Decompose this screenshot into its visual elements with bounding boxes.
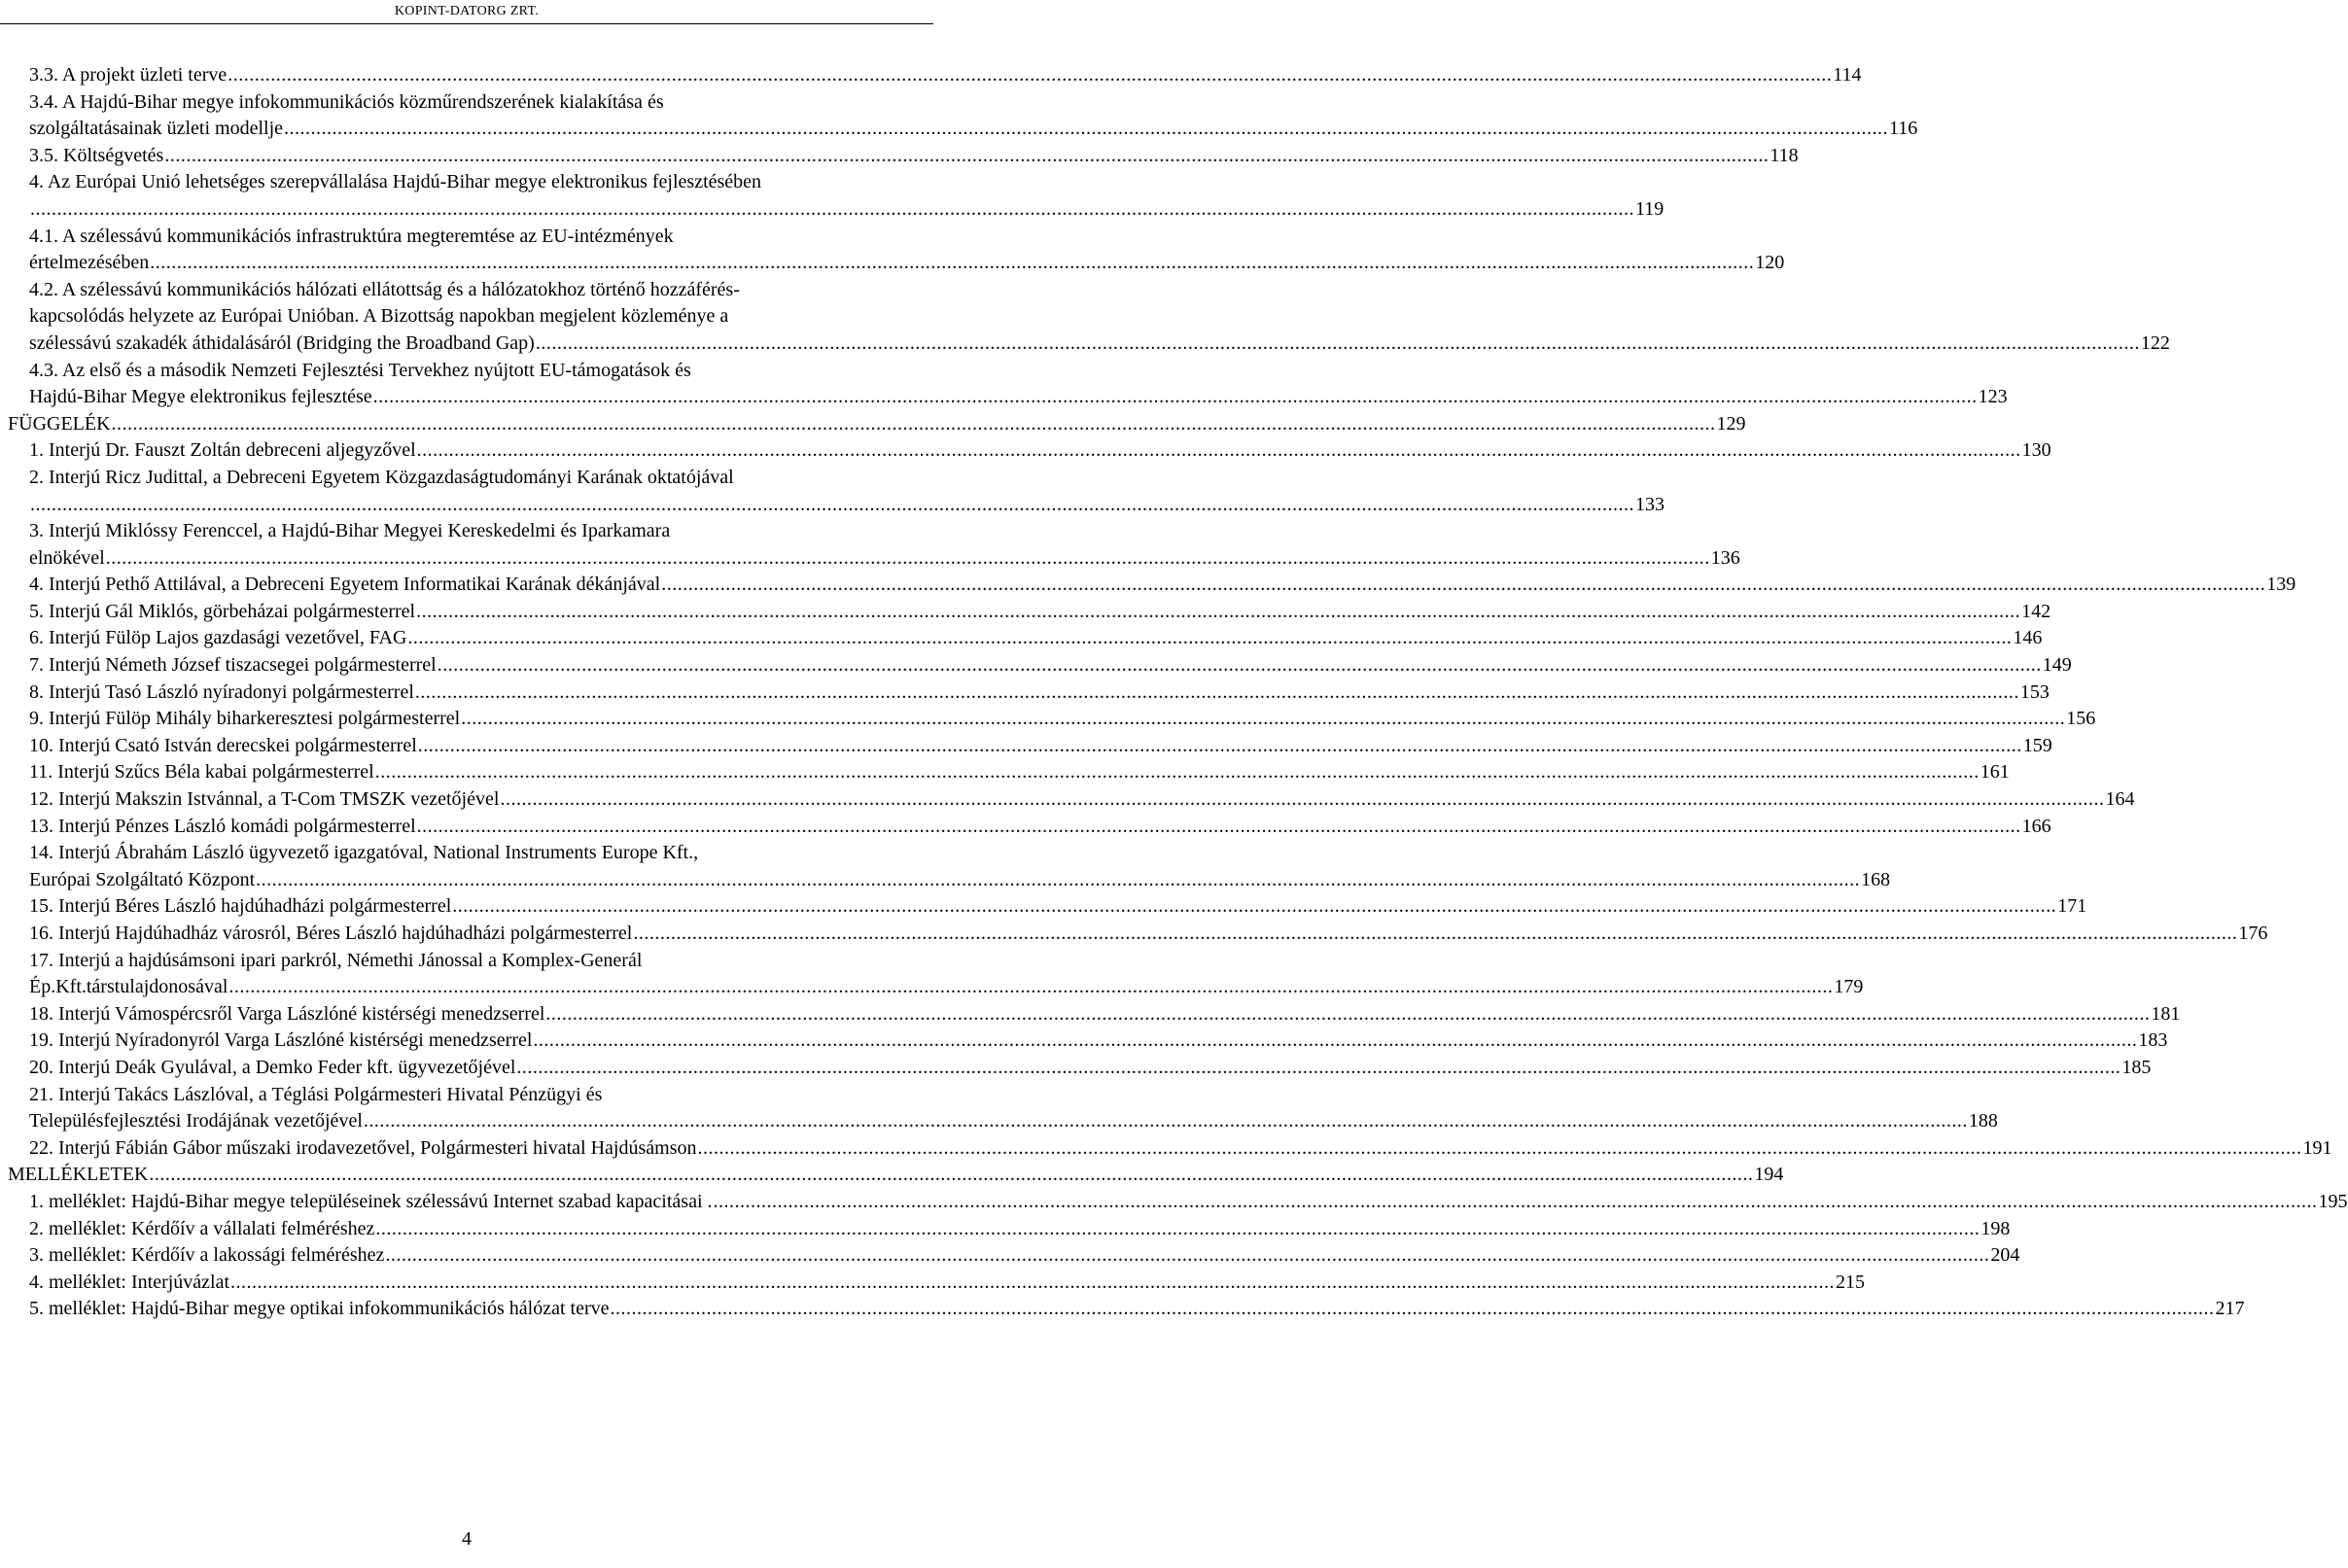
toc-page-number: 129 bbox=[1716, 412, 1746, 435]
toc-leader: ............................................................................................................................................................................................................................................................................................................ bbox=[150, 252, 1755, 274]
toc-page-number: 188 bbox=[1968, 1110, 1998, 1132]
toc-entry-title: 3.3. A projekt üzleti terve bbox=[29, 64, 228, 86]
toc-page-number: 136 bbox=[1710, 546, 1740, 569]
toc-entry-title: 1. melléklet: Hajdú-Bihar megye településeinek szélessávú Internet szabad kapacitásai . bbox=[29, 1190, 713, 1212]
toc-entry-title: MELLÉKLETEK bbox=[8, 1164, 149, 1186]
toc-entry-title[interactable]: 14. Interjú Ábrahám László ügyvezető igazgatóval, National Instruments Europe Kft., bbox=[29, 842, 699, 864]
toc-entry[interactable] bbox=[0, 196, 1665, 224]
toc-page-number: 116 bbox=[1889, 118, 1918, 140]
toc-page-number: 191 bbox=[2302, 1136, 2332, 1159]
header-rule bbox=[0, 23, 933, 24]
toc-entry-title: FÜGGELÉK bbox=[8, 412, 111, 435]
toc-entry-title: 7. Interjú Németh József tiszacsegei polgármesterrel bbox=[29, 654, 437, 677]
toc-entry[interactable] bbox=[0, 1189, 2348, 1216]
toc-leader: ............................................................................................................................................................................................................................................................................................................ bbox=[372, 386, 1978, 408]
toc-entry[interactable] bbox=[0, 437, 2051, 465]
toc-entry[interactable] bbox=[0, 1296, 2245, 1323]
toc-page-number: 181 bbox=[2151, 1002, 2181, 1025]
toc-entry[interactable] bbox=[0, 706, 2096, 733]
toc-leader: ............................................................................................................................................................................................................................................................................................................ bbox=[416, 815, 2021, 837]
toc-entry-title-cont: Ép.Kft.társtulajdonosával bbox=[29, 976, 228, 998]
toc-page-number: 146 bbox=[2013, 627, 2043, 649]
toc-page-number: 204 bbox=[1990, 1244, 2020, 1267]
toc-page-number: 130 bbox=[2021, 439, 2051, 462]
toc-entry[interactable] bbox=[0, 331, 2170, 358]
toc-entry-title: 3.5. Költségvetés bbox=[29, 144, 164, 166]
toc-leader: ............................................................................................................................................................................................................................................................................................................ bbox=[416, 600, 2021, 622]
toc-leader: ............................................................................................................................................................................................................................................................................................................ bbox=[375, 1217, 1980, 1239]
toc-leader: ............................................................................................................................................................................................................................................................................................................ bbox=[452, 895, 2057, 918]
toc-entry-title: 18. Interjú Vámospércsről Varga Lászlóné kistérségi menedzserrel bbox=[29, 1002, 545, 1025]
toc-page-number: 161 bbox=[1980, 761, 2010, 784]
toc-entry-title: 11. Interjú Szűcs Béla kabai polgármesterrel bbox=[29, 761, 374, 784]
toc-entry[interactable] bbox=[0, 759, 2010, 786]
toc-entry-title: 13. Interjú Pénzes László komádi polgármesterrel bbox=[29, 815, 416, 837]
toc-leader: ............................................................................................................................................................................................................................................................................................................ bbox=[149, 1164, 1754, 1186]
toc-leader: ............................................................................................................................................................................................................................................................................................................ bbox=[228, 976, 1834, 998]
toc-entry[interactable] bbox=[0, 1001, 2181, 1028]
toc-page-number: 179 bbox=[1834, 976, 1864, 998]
toc-entry-title[interactable]: 3.4. A Hajdú-Bihar megye infokommunikációs közműrendszerének kialakítása és bbox=[29, 90, 664, 113]
toc-entry[interactable] bbox=[0, 250, 1785, 277]
toc-page-number: 119 bbox=[1635, 197, 1665, 220]
toc-leader: ............................................................................................................................................................................................................................................................................................................ bbox=[417, 734, 2022, 756]
toc-leader: ............................................................................................................................................................................................................................................................................................................ bbox=[697, 1136, 2302, 1159]
toc-leader: ............................................................................................................................................................................................................................................................................................................ bbox=[461, 708, 2066, 730]
toc-entry-title: 4. melléklet: Interjúvázlat bbox=[29, 1271, 230, 1293]
toc-leader: ............................................................................................................................................................................................................................................................................................................ bbox=[500, 788, 2105, 811]
toc-entry[interactable] bbox=[0, 116, 1918, 143]
toc-leader: ............................................................................................................................................................................................................................................................................................................ bbox=[230, 1271, 1836, 1293]
toc-page-number: 118 bbox=[1770, 144, 1799, 166]
toc-entry-title: 16. Interjú Hajdúhadház városról, Béres László hajdúhadházi polgármesterrel bbox=[29, 923, 633, 944]
toc-entry-title-cont: értelmezésében bbox=[29, 252, 150, 274]
toc-entry[interactable] bbox=[0, 384, 2008, 411]
toc-leader: ............................................................................................................................................................................................................................................................................................................ bbox=[30, 197, 1634, 220]
toc-entry-title-cont: szolgáltatásainak üzleti modellje bbox=[29, 118, 284, 140]
toc-entry[interactable] bbox=[0, 143, 1799, 170]
toc-leader: ............................................................................................................................................................................................................................................................................................................ bbox=[661, 574, 2266, 596]
toc-entry[interactable] bbox=[0, 1270, 1866, 1297]
toc-page-number: 153 bbox=[2019, 680, 2050, 703]
toc-page-number: 185 bbox=[2121, 1056, 2152, 1078]
toc-entry[interactable] bbox=[0, 921, 2268, 948]
toc-entry[interactable] bbox=[0, 625, 2043, 652]
toc-entry-title: 3. melléklet: Kérdőív a lakossági felméréshez bbox=[29, 1244, 385, 1267]
toc-page-number: 123 bbox=[1978, 386, 2008, 408]
toc-entry[interactable] bbox=[0, 974, 1864, 1001]
toc-entry[interactable] bbox=[0, 411, 1746, 438]
toc-entry[interactable] bbox=[0, 572, 2296, 599]
toc-entry-title: 22. Interjú Fábián Gábor műszaki irodavezetővel, Polgármesteri hivatal Hajdúsámson bbox=[29, 1136, 697, 1159]
toc-entry[interactable] bbox=[0, 893, 2087, 921]
toc-entry-title-cont: Településfejlesztési Irodájának vezetőjével bbox=[29, 1110, 363, 1132]
toc-page-number: 166 bbox=[2021, 815, 2051, 837]
toc-page-number: 142 bbox=[2021, 600, 2051, 622]
toc-entry[interactable] bbox=[0, 652, 2072, 679]
toc-entry-title-cont: szélessávú szakadék áthidalásáról (Bridging the Broadband Gap) bbox=[29, 331, 535, 354]
toc-leader: ............................................................................................................................................................................................................................................................................................................ bbox=[633, 923, 2238, 944]
toc-leader: ............................................................................................................................................................................................................................................................................................................ bbox=[256, 868, 1861, 890]
toc-leader: ............................................................................................................................................................................................................................................................................................................ bbox=[533, 1029, 2138, 1052]
toc-page-number: 183 bbox=[2138, 1029, 2168, 1052]
toc-entry-title[interactable]: 17. Interjú a hajdúsámsoni ipari parkról, Némethi Jánossal a Komplex-Generál bbox=[29, 949, 643, 971]
toc-entry[interactable] bbox=[0, 1135, 2332, 1163]
toc-leader: ............................................................................................................................................................................................................................................................................................................ bbox=[30, 493, 1634, 515]
toc-entry-title: 6. Interjú Fülöp Lajos gazdasági vezetővel, FAG bbox=[29, 627, 407, 649]
toc-leader: ............................................................................................................................................................................................................................................................................................................ bbox=[610, 1298, 2215, 1320]
toc-page-number: 133 bbox=[1635, 493, 1665, 515]
toc-leader: ............................................................................................................................................................................................................................................................................................................ bbox=[545, 1002, 2151, 1025]
toc-entry-title[interactable]: 2. Interjú Ricz Judittal, a Debreceni Egyetem Közgazdaságtudományi Karának oktatójával bbox=[29, 466, 734, 488]
toc-entry-title: 10. Interjú Csató István derecskei polgármesterrel bbox=[29, 734, 417, 756]
toc-entry[interactable] bbox=[0, 1216, 2011, 1243]
toc-entry-title[interactable]: 21. Interjú Takács Lászlóval, a Téglási Polgármesteri Hivatal Pénzügyi és bbox=[29, 1083, 603, 1105]
toc-entry-title[interactable]: 4.1. A szélessávú kommunikációs infrastruktúra megteremtése az EU-intézmények bbox=[29, 225, 674, 247]
toc-leader: ............................................................................................................................................................................................................................................................................................................ bbox=[284, 118, 1889, 140]
table-of-contents bbox=[0, 62, 2348, 1323]
toc-page-number: 114 bbox=[1833, 64, 1862, 86]
toc-entry[interactable] bbox=[0, 1162, 1784, 1189]
toc-entry[interactable] bbox=[0, 679, 2050, 707]
running-header: KOPINT-DATORG ZRT. bbox=[394, 4, 540, 18]
toc-entry[interactable] bbox=[0, 492, 1665, 519]
toc-leader: ............................................................................................................................................................................................................................................................................................................ bbox=[374, 761, 1980, 784]
toc-entry-title-cont: Hajdú-Bihar Megye elektronikus fejlesztése bbox=[29, 386, 372, 408]
toc-entry-title: 15. Interjú Béres László hajdúhadházi polgármesterrel bbox=[29, 895, 452, 918]
toc-page-number: 156 bbox=[2066, 708, 2096, 730]
toc-entry[interactable] bbox=[0, 786, 2135, 814]
toc-entry-title: 2. melléklet: Kérdőív a vállalati felméréshez bbox=[29, 1217, 375, 1239]
toc-entry[interactable] bbox=[0, 1055, 2152, 1082]
toc-leader: ............................................................................................................................................................................................................................................................................................................ bbox=[164, 144, 1770, 166]
toc-page-number: 198 bbox=[1980, 1217, 2011, 1239]
toc-entry-title: 5. Interjú Gál Miklós, görbeházai polgármesterrel bbox=[29, 600, 416, 622]
toc-page-number: 215 bbox=[1836, 1271, 1866, 1293]
toc-page-number: 171 bbox=[2057, 895, 2087, 918]
toc-page-number: 164 bbox=[2105, 788, 2135, 811]
toc-leader: ............................................................................................................................................................................................................................................................................................................ bbox=[713, 1190, 2318, 1212]
toc-leader: ............................................................................................................................................................................................................................................................................................................ bbox=[385, 1244, 1990, 1267]
toc-leader: ............................................................................................................................................................................................................................................................................................................ bbox=[516, 1056, 2121, 1078]
toc-leader: ............................................................................................................................................................................................................................................................................................................ bbox=[437, 654, 2042, 677]
toc-entry-title[interactable]: 4.2. A szélessávú kommunikációs hálózati ellátottság és a hálózatokhoz történő hozzáférés- bbox=[29, 278, 740, 300]
toc-entry-title-cont: Európai Szolgáltató Központ bbox=[29, 868, 256, 890]
toc-entry-title: 19. Interjú Nyíradonyról Varga Lászlóné kistérségi menedzserrel bbox=[29, 1029, 533, 1052]
toc-entry[interactable] bbox=[0, 814, 2051, 841]
toc-entry-title[interactable]: 4. Az Európai Unió lehetséges szerepvállalása Hajdú-Bihar megye elektronikus fejlesztésében bbox=[29, 171, 762, 193]
toc-entry-title-cont: kapcsolódás helyzete az Európai Unióban. A Bizottság napokban megjelent közleménye a bbox=[29, 305, 729, 328]
toc-entry-title-cont: elnökével bbox=[29, 546, 105, 569]
toc-entry-title: 9. Interjú Fülöp Mihály biharkeresztesi polgármesterrel bbox=[29, 708, 461, 730]
page-number: 4 bbox=[462, 1528, 472, 1550]
toc-page-number: 159 bbox=[2022, 734, 2052, 756]
toc-entry-title: 1. Interjú Dr. Fauszt Zoltán debreceni aljegyzővel bbox=[29, 439, 416, 462]
toc-entry-title: 5. melléklet: Hajdú-Bihar megye optikai infokommunikációs hálózat terve bbox=[29, 1298, 610, 1320]
toc-leader: ............................................................................................................................................................................................................................................................................................................ bbox=[535, 331, 2140, 354]
toc-leader: ............................................................................................................................................................................................................................................................................................................ bbox=[363, 1110, 1968, 1132]
toc-entry[interactable] bbox=[0, 1028, 2168, 1055]
toc-page-number: 176 bbox=[2238, 923, 2268, 944]
toc-entry-title: 4. Interjú Pethő Attilával, a Debreceni Egyetem Informatikai Karának dékánjával bbox=[29, 574, 661, 596]
toc-leader: ............................................................................................................................................................................................................................................................................................................ bbox=[228, 64, 1833, 86]
toc-leader: ............................................................................................................................................................................................................................................................................................................ bbox=[105, 546, 1710, 569]
toc-entry-title: 12. Interjú Makszin Istvánnal, a T-Com TMSZK vezetőjével bbox=[29, 788, 500, 811]
toc-entry[interactable] bbox=[0, 733, 2052, 760]
toc-leader: ............................................................................................................................................................................................................................................................................................................ bbox=[111, 412, 1716, 435]
toc-page-number: 120 bbox=[1755, 252, 1785, 274]
toc-entry-title: 8. Interjú Tasó László nyíradonyi polgármesterrel bbox=[29, 680, 414, 703]
toc-page-number: 194 bbox=[1754, 1164, 1784, 1186]
toc-entry[interactable] bbox=[0, 1242, 2020, 1270]
toc-page-number: 122 bbox=[2140, 331, 2170, 354]
toc-leader: ............................................................................................................................................................................................................................................................................................................ bbox=[414, 680, 2019, 703]
toc-entry[interactable] bbox=[0, 867, 1891, 894]
toc-page-number: 149 bbox=[2042, 654, 2072, 677]
toc-page-number: 139 bbox=[2266, 574, 2296, 596]
toc-page-number: 195 bbox=[2318, 1190, 2348, 1212]
toc-leader: ............................................................................................................................................................................................................................................................................................................ bbox=[407, 627, 2013, 649]
toc-entry-title[interactable]: 4.3. Az első és a második Nemzeti Fejlesztési Tervekhez nyújtott EU-támogatások és bbox=[29, 359, 691, 381]
toc-page-number: 168 bbox=[1861, 868, 1891, 890]
toc-entry-title: 20. Interjú Deák Gyulával, a Demko Feder kft. ügyvezetőjével bbox=[29, 1056, 516, 1078]
toc-entry[interactable] bbox=[0, 545, 1740, 573]
toc-page-number: 217 bbox=[2215, 1298, 2245, 1320]
toc-entry[interactable] bbox=[0, 599, 2051, 626]
toc-leader: ............................................................................................................................................................................................................................................................................................................ bbox=[416, 439, 2021, 462]
toc-entry[interactable] bbox=[0, 1108, 1998, 1135]
toc-entry-title[interactable]: 3. Interjú Miklóssy Ferenccel, a Hajdú-Bihar Megyei Kereskedelmi és Iparkamara bbox=[29, 520, 671, 542]
toc-entry[interactable] bbox=[0, 62, 1862, 89]
